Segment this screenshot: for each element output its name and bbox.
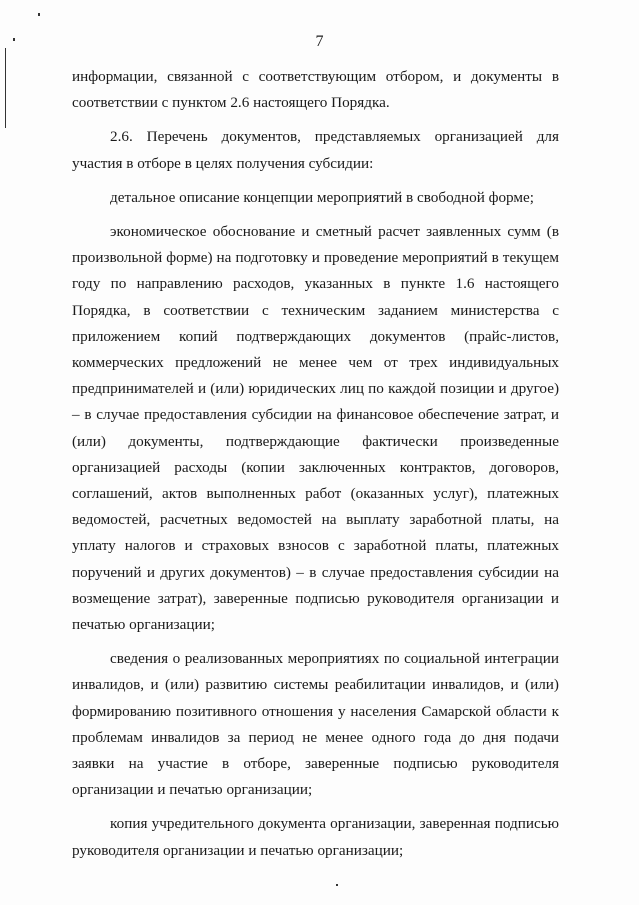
- document-body: [72, 64, 559, 864]
- paragraph-economic-justification: экономическое обоснование и сметный расчет заявленных сумм (в произвольной форме) на подготовку и проведение мероприятий в текущем году по направлению расходов, указанных в пункте 1.6 настоящего Порядка, в соответствии с техническим заданием министерства с приложением копий подтверждающих документов (прайс-листов, коммерческих предложений не менее чем от трех индивидуальных предпринимателей и (или) юридических лиц по каждой позиции и другое) – в случае предоставления субсидии на финансовое обеспечение затрат, и (или) документы, подтверждающие фактически произведенные организацией расходы (копии заключенных контрактов, договоров, соглашений, актов выполненных работ (оказанных услуг), платежных ведомостей, расчетных ведомостей на выплату заработной платы, на уплату налогов и страховых взносов с заработной платы, платежных поручений и других документов) – в случае предоставления субсидии на возмещение затрат), заверенные подписью руководителя организации и печатью организации;: [72, 223, 559, 634]
- paragraph-section-2-6: 2.6. Перечень документов, представляемых организацией для участия в отборе в целях получения субсидии:: [72, 128, 559, 172]
- paragraph-activities-info: сведения о реализованных мероприятиях по социальной интеграции инвалидов, и (или) развитию системы реабилитации инвалидов, и (или) формированию позитивного отношения у населения Самарской области к проблемам инвалидов за период не менее одного года до дня подачи заявки на участие в отборе, заверенные подписью руководителя организации и печатью организации;: [72, 650, 559, 799]
- scan-artifact-mark: [38, 13, 40, 16]
- scan-artifact-mark: [336, 884, 338, 886]
- scan-artifact-mark: [5, 48, 6, 128]
- paragraph-charter-copy: копия учредительного документа организации, заверенная подписью руководителя организации и печатью организации;: [72, 815, 559, 859]
- paragraph-concept-description: детальное описание концепции мероприятий в свободной форме;: [110, 188, 534, 206]
- page-number: 7: [315, 33, 324, 50]
- paragraph-continuation: информации, связанной с соответствующим отбором, и документы в соответствии с пунктом 2.6 настоящего Порядка.: [72, 68, 559, 112]
